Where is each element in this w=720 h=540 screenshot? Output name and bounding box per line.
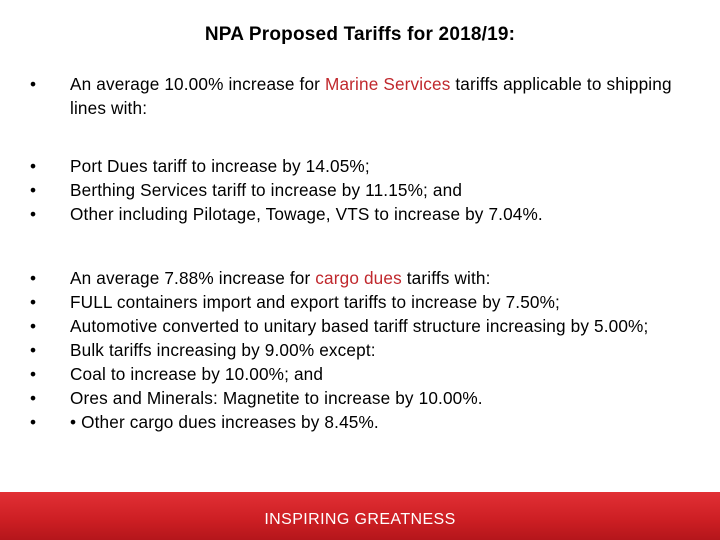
list-item-text: Bulk tariffs increasing by 9.00% except: (70, 340, 376, 360)
bullet-icon: • (30, 74, 37, 94)
shipping-lines-list (28, 154, 688, 226)
list-item-berthing-services (28, 178, 688, 202)
cargo-dues-highlight: cargo dues (315, 268, 402, 288)
marine-services-list (28, 72, 688, 120)
list-item-text: Berthing Services tariff to increase by 11.15%; and (70, 180, 463, 200)
list-item-text: • Other cargo dues increases by 8.45%. (70, 412, 379, 432)
bullet-icon: • (30, 180, 37, 200)
page-title: NPA Proposed Tariffs for 2018/19: (204, 24, 516, 45)
list-item-text: Port Dues tariff to increase by 14.05%; (70, 156, 370, 176)
bullet-icon: • (30, 156, 37, 176)
list-item-text: Automotive converted to unitary based tariff structure increasing by 5.00%; (70, 316, 649, 336)
footer-banner (0, 492, 720, 540)
list-item-coal (28, 362, 688, 386)
list-item-ores-minerals (28, 386, 688, 410)
list-item-other-pilotage (28, 202, 688, 226)
bullet-icon: • (30, 268, 37, 288)
bullet-icon: • (30, 388, 37, 408)
cargo-dues-list (28, 266, 688, 434)
list-item-text: Ores and Minerals: Magnetite to increase by 10.00%. (70, 388, 483, 408)
marine-text-after: tariffs applicable to shipping lines with: (70, 74, 672, 118)
banner-tagline: INSPIRING GREATNESS (264, 511, 456, 528)
bullet-icon: • (30, 292, 37, 312)
list-item-other-cargo (28, 410, 688, 434)
cargo-text-after: tariffs with: (401, 268, 491, 288)
list-item-automotive (28, 314, 688, 338)
bullet-icon: • (30, 204, 37, 224)
list-item-text: FULL containers import and export tariffs to increase by 7.50%; (70, 292, 560, 312)
list-item-full-containers (28, 290, 688, 314)
marine-text-before: An average 10.00% increase for (70, 74, 325, 94)
marine-services-highlight: Marine Services (324, 74, 451, 94)
list-item-cargo-dues (28, 266, 688, 290)
bullet-icon: • (30, 340, 37, 360)
list-item-text: Coal to increase by 10.00%; and (70, 364, 324, 384)
bullet-icon: • (30, 316, 37, 336)
list-item-text: Other including Pilotage, Towage, VTS to increase by 7.04%. (70, 204, 543, 224)
bullet-icon: • (30, 412, 37, 432)
bullet-icon: • (30, 364, 37, 384)
list-item-port-dues (28, 154, 688, 178)
list-item-marine-services (28, 72, 688, 120)
list-item-bulk-tariffs (28, 338, 688, 362)
cargo-text-before: An average 7.88% increase for (70, 268, 316, 288)
